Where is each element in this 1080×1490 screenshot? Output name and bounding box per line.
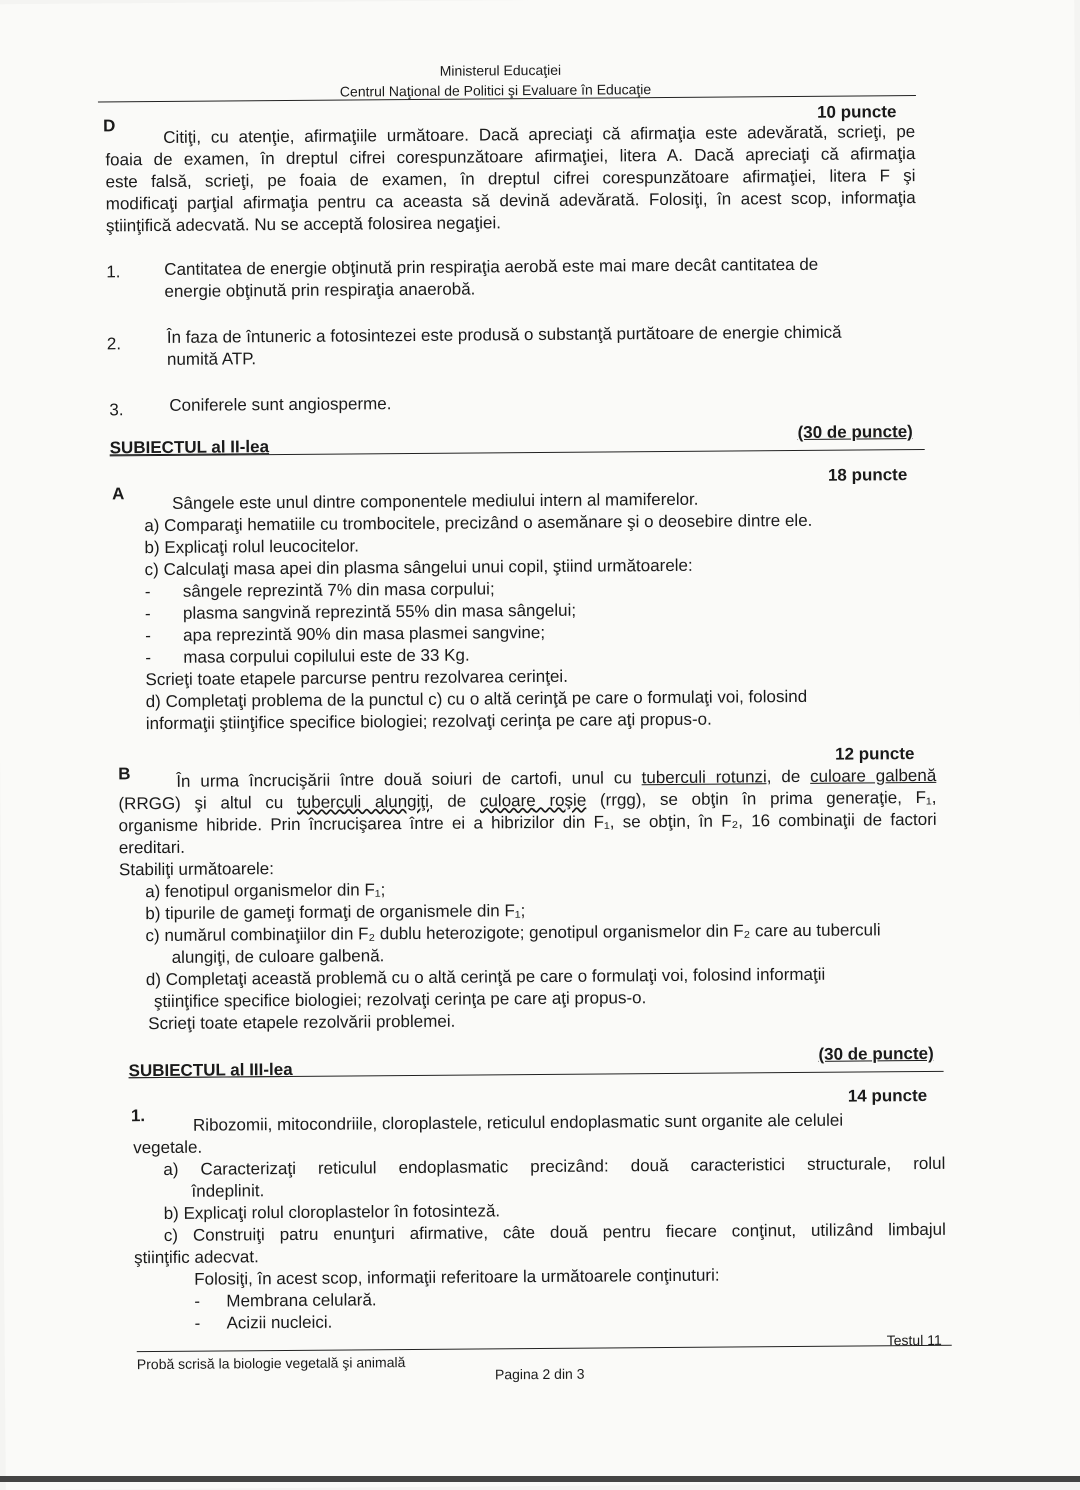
- text: , de: [428, 791, 481, 811]
- text: Completaţi această problemă cu o altă cerinţă pe care o formulaţi voi, folosind informaţii: [165, 964, 826, 989]
- header-center: Centrul Naţional de Politici şi Evaluare în Educaţie: [339, 81, 652, 100]
- text: de: [771, 766, 811, 787]
- text: masa corpului copilului este de 33 Kg.: [183, 645, 470, 667]
- label: c): [144, 559, 159, 580]
- instruction-line: este falsă, scrieţi, pe foaia de examen, în dreptul cifrei corespunzătoare afirmaţiei, litera F şi: [105, 166, 916, 192]
- text: Explicaţi rolul cloroplastelor în fotosinteză.: [183, 1201, 501, 1223]
- question-1-points: 14 puncte: [847, 1085, 928, 1106]
- intro-text: Ribozomii, mitocondriile, cloroplastele, reticulul endoplasmatic sunt organite ale celulei: [192, 1110, 844, 1135]
- text: Calculaţi masa apei din plasma sângelui unui copil, ştiind următoarele:: [163, 555, 693, 579]
- underlined-text: tuberculi rotunzi,: [641, 767, 772, 788]
- section-b-points: 12 puncte: [835, 744, 915, 764]
- question-1-body: [133, 1109, 947, 1335]
- label: b): [145, 903, 161, 924]
- dash: -: [194, 1291, 201, 1311]
- text: Membrana celulară.: [226, 1290, 377, 1311]
- footer-rule: [137, 1345, 952, 1352]
- subject-2-title: SUBIECTUL al II-lea: [109, 437, 270, 458]
- label: b): [144, 537, 160, 558]
- text: Acizii nucleici.: [226, 1312, 333, 1333]
- footer-exam: Probă scrisă la biologie vegetală şi animală: [136, 1354, 406, 1373]
- item-2-number: 2.: [106, 334, 122, 354]
- text: apa reprezintă 90% din masa plasmei sangvine;: [183, 622, 546, 645]
- dash: -: [144, 604, 151, 624]
- text: Comparaţi hematiile cu trombocitele, precizând o asemănare şi o deosebire dintre ele.: [164, 510, 813, 535]
- text: plasma sangvină reprezintă 55% din masa sângelui;: [182, 600, 577, 623]
- section-d-instructions: [105, 121, 916, 237]
- write-steps: Scrieţi toate etapele rezolvării problemei.: [148, 1011, 456, 1034]
- text: Completaţi problema de la punctul c) cu o altă cerinţă pe care o formulaţi voi, folosind: [165, 686, 808, 711]
- footer-page: Pagina 2 din 3: [494, 1365, 585, 1383]
- dash: -: [144, 582, 151, 602]
- section-b-letter: B: [118, 764, 131, 784]
- item-1-text: [164, 254, 818, 303]
- item-2-text: [167, 322, 842, 371]
- item-line: În faza de întuneric a fotosintezei este produsă o substanţă purtătoare de energie chimică: [166, 322, 842, 347]
- text: Construiţi patru enunţuri afirmative, câte două pentru fiecare conţinut, utilizând limbajul: [192, 1219, 946, 1245]
- text: fenotipul organismelor din F₁;: [164, 880, 386, 901]
- instruction-line: foaia de examen, în dreptul cifrei corespunzătoare afirmaţiei, litera A. Dacă apreciaţi că afirmaţia: [105, 144, 916, 170]
- label: d): [145, 691, 161, 712]
- instruction-line: ştiinţifică adecvată. Nu se acceptă folosirea negaţiei.: [105, 213, 502, 236]
- label: a): [145, 881, 161, 902]
- label: a): [163, 1159, 179, 1179]
- question-d-cont: ştiinţifice specifice biologiei; rezolvaţi cerinţa pe care aţi propus-o.: [153, 988, 647, 1012]
- section-a-points: 18 puncte: [827, 465, 908, 485]
- establish-text: Stabiliţi următoarele:: [118, 859, 275, 880]
- paragraph-line: organisme hibride. Prin încrucişarea între ei a hibrizilor din F₁, se obţin, în F₂, 16 combinaţii de factori: [118, 809, 937, 836]
- scan-edge: [0, 1476, 1080, 1482]
- label: a): [144, 515, 160, 536]
- text: Explicaţi rolul leucocitelor.: [164, 536, 360, 557]
- write-steps: Scrieţi toate etapele parcurse pentru rezolvarea cerinţei.: [145, 666, 568, 690]
- text: Caracterizaţi reticulul endoplasmatic precizând: două caracteristici structurale, rolul: [200, 1153, 946, 1179]
- subject-2-points: (30 de puncte): [797, 422, 913, 442]
- footer-test: Testul 11: [886, 1331, 942, 1349]
- subject-3-title: SUBIECTUL al III-lea: [128, 1059, 293, 1081]
- item-line: energie obţinută prin respiraţia anaerobă.: [164, 279, 476, 301]
- label: d): [145, 969, 162, 990]
- dash: -: [145, 648, 152, 668]
- item-3-text: Coniferele sunt angiosperme.: [169, 394, 392, 415]
- label: b): [163, 1203, 179, 1223]
- section-b-body: [118, 765, 938, 1035]
- item-line: Cantitatea de energie obţinută prin respiraţia aerobă este mai mare decât cantitatea de: [164, 254, 819, 279]
- intro-text: vegetale.: [133, 1137, 203, 1158]
- intro-text: Sângele este unul dintre componentele mediului intern al mamiferelor.: [172, 489, 699, 513]
- question-d-cont: informaţii ştiinţifice specifice biologiei; rezolvaţi cerinţa pe care aţi propus-o.: [145, 709, 712, 734]
- section-a-letter: A: [111, 484, 125, 504]
- question-1-number: 1.: [130, 1106, 146, 1126]
- text: În urma încrucişării între două soiuri de cartofi, unul cu: [176, 768, 642, 791]
- header-ministry: Ministerul Educaţiei: [439, 61, 562, 79]
- underlined-text: culoare roşie: [479, 790, 587, 811]
- subject-3-points: (30 de puncte): [818, 1043, 934, 1064]
- question-c-cont: alungiţi, de culoare galbenă.: [171, 946, 385, 967]
- label: c): [145, 925, 160, 946]
- item-line: numită ATP.: [166, 349, 257, 369]
- instruction-line: Citiţi, cu atenţie, afirmaţiile următoare. Dacă apreciaţi că afirmaţia este adevărată, scrieţi, pe: [163, 122, 916, 147]
- section-a-body: [144, 488, 814, 735]
- instruction-line: modificaţi parţial afirmaţia pentru ca aceasta să devină adevărată. Folosiţi, în acest scop, informaţia: [105, 188, 916, 214]
- text: sângele reprezintă 7% din masa corpului;: [182, 579, 495, 601]
- underlined-text: tuberculi alungiţi: [296, 791, 429, 812]
- text: (rrgg), se obţin în prima generaţie, F₁,: [586, 787, 937, 810]
- section-d-points: 10 puncte: [816, 102, 897, 122]
- question-c-cont: ştiinţific adecvat.: [133, 1247, 259, 1268]
- use-text: Folosiţi, în acest scop, informaţii referitoare la următoarele conţinuturi:: [194, 1265, 720, 1289]
- label: c): [163, 1225, 179, 1245]
- text: numărul combinaţiilor din F₂ dublu heterozigote; genotipul organismelor din F₂ care au tuberculi: [164, 920, 881, 945]
- dash: -: [145, 626, 151, 646]
- paragraph-line: ereditari.: [118, 837, 186, 858]
- item-3-number: 3.: [109, 400, 124, 420]
- underlined-text: culoare galbenă: [810, 765, 937, 786]
- item-1-number: 1.: [106, 262, 121, 282]
- text: tipurile de gameţi formaţi de organismele din F₁;: [165, 901, 526, 923]
- dash: -: [194, 1313, 201, 1333]
- text: (RRGG) şi altul cu: [118, 792, 298, 814]
- section-d-letter: D: [103, 116, 116, 136]
- question-a-cont: îndeplinit.: [191, 1181, 265, 1201]
